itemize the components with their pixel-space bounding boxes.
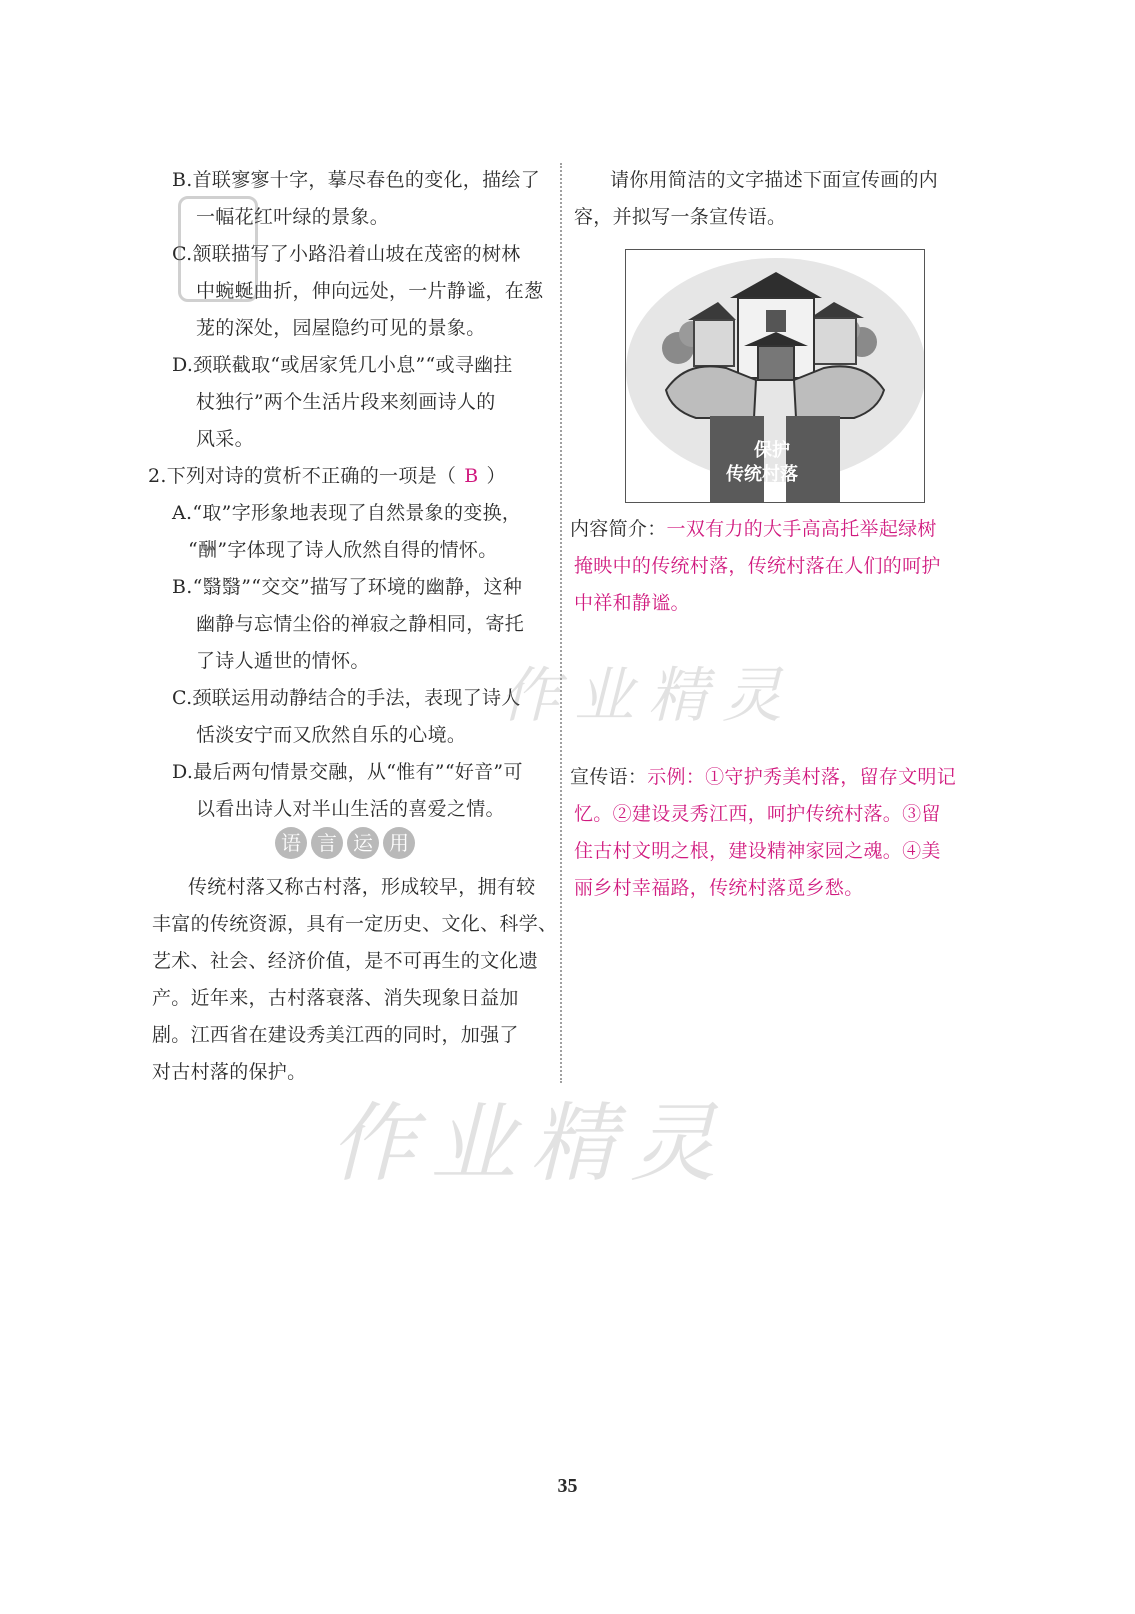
passage-line-2: 丰富的传统资源，具有一定历史、文化、科学、	[152, 913, 558, 935]
content-answer-line-1: 一双有力的大手高高托举起绿树	[666, 518, 937, 540]
q1-option-b-line2: 一幅花红叶绿的景象。	[196, 206, 390, 228]
poster-text-line-2: 传统村落	[726, 464, 798, 485]
q2-stem	[148, 464, 506, 488]
slogan-answer-line-4: 丽乡村幸福路，传统村落觅乡愁。	[574, 877, 864, 899]
poster-text-line-1: 保护	[754, 440, 790, 461]
q1-option-d-line1: D.颈联截取“或居家凭几小息”“或寻幽拄	[172, 354, 513, 376]
section-title-char: 语	[275, 827, 307, 859]
q2-option-d-line2: 以看出诗人对半山生活的喜爱之情。	[196, 798, 505, 820]
slogan-label: 宣传语：	[570, 766, 648, 788]
watermark-lower: 作业精灵	[330, 1094, 730, 1194]
poster-illustration	[626, 250, 924, 502]
section-title-char: 言	[311, 827, 343, 859]
promo-poster-image	[625, 249, 925, 503]
q2-option-b-line1: B.“翳翳”“交交”描写了环境的幽静，这种	[172, 576, 523, 598]
content-answer-line-3: 中祥和静谧。	[574, 592, 690, 614]
passage-line-3: 艺术、社会、经济价值，是不可再生的文化遗	[152, 950, 539, 972]
content-label: 内容简介：	[570, 518, 667, 540]
section-title-char: 用	[383, 827, 415, 859]
passage-line-6: 对古村落的保护。	[152, 1061, 307, 1083]
slogan-line-1	[570, 765, 956, 789]
q2-answer: B	[464, 465, 479, 487]
q2-option-b-line2: 幽静与忘情尘俗的禅寂之静相同，寄托	[196, 613, 525, 635]
q2-option-c-line2: 恬淡安宁而又欣然自乐的心境。	[196, 724, 467, 746]
q1-option-c-line3: 茏的深处，园屋隐约可见的景象。	[196, 317, 486, 339]
prompt-line-2: 容，并拟写一条宣传语。	[574, 206, 787, 228]
slogan-answer-line-3: 住古村文明之根，建设精神家园之魂。④美	[574, 840, 941, 862]
q2-option-a-line1: A.“取”字形象地表现了自然景象的变换，	[172, 502, 522, 524]
watermark-upper: 作业精灵	[500, 661, 796, 731]
q2-option-a-line2: “酬”字体现了诗人欣然自得的情怀。	[188, 539, 498, 561]
faint-stamp	[178, 196, 258, 302]
q1-option-c-line1: C.颔联描写了小路沿着山坡在茂密的树林	[172, 243, 521, 265]
q2-option-d-line1: D.最后两句情景交融，从“惟有”“好音”可	[172, 761, 523, 783]
passage-line-5: 剧。江西省在建设秀美江西的同时，加强了	[152, 1024, 519, 1046]
q1-option-d-line2: 杖独行”两个生活片段来刻画诗人的	[196, 391, 496, 413]
slogan-answer-line-1: 示例：①守护秀美村落，留存文明记	[647, 766, 957, 788]
section-title-char: 运	[347, 827, 379, 859]
column-divider	[560, 163, 562, 1083]
content-line-1	[570, 517, 937, 541]
q2-option-c-line1: C.颈联运用动静结合的手法，表现了诗人	[172, 687, 521, 709]
prompt-line-1: 请你用简洁的文字描述下面宣传画的内	[610, 169, 939, 191]
q2-stem-prefix: 2.下列对诗的赏析不正确的一项是（	[148, 465, 457, 487]
q1-option-d-line3: 风采。	[196, 428, 254, 450]
page-number: 35	[557, 1475, 578, 1497]
q1-option-b-line1: B.首联寥寥十字，摹尽春色的变化，描绘了	[172, 169, 541, 191]
q1-option-c-line2: 中蜿蜒曲折，伸向远处，一片静谧，在葱	[196, 280, 544, 302]
passage-line-1: 传统村落又称古村落，形成较早，拥有较	[188, 876, 536, 898]
q2-stem-suffix: ）	[486, 465, 506, 487]
content-answer-line-2: 掩映中的传统村落，传统村落在人们的呵护	[574, 555, 941, 577]
passage-line-4: 产。近年来，古村落衰落、消失现象日益加	[152, 987, 519, 1009]
section-title-badge	[275, 826, 415, 860]
q2-option-b-line3: 了诗人遁世的情怀。	[196, 650, 370, 672]
slogan-answer-line-2: 忆。②建设灵秀江西，呵护传统村落。③留	[574, 803, 941, 825]
